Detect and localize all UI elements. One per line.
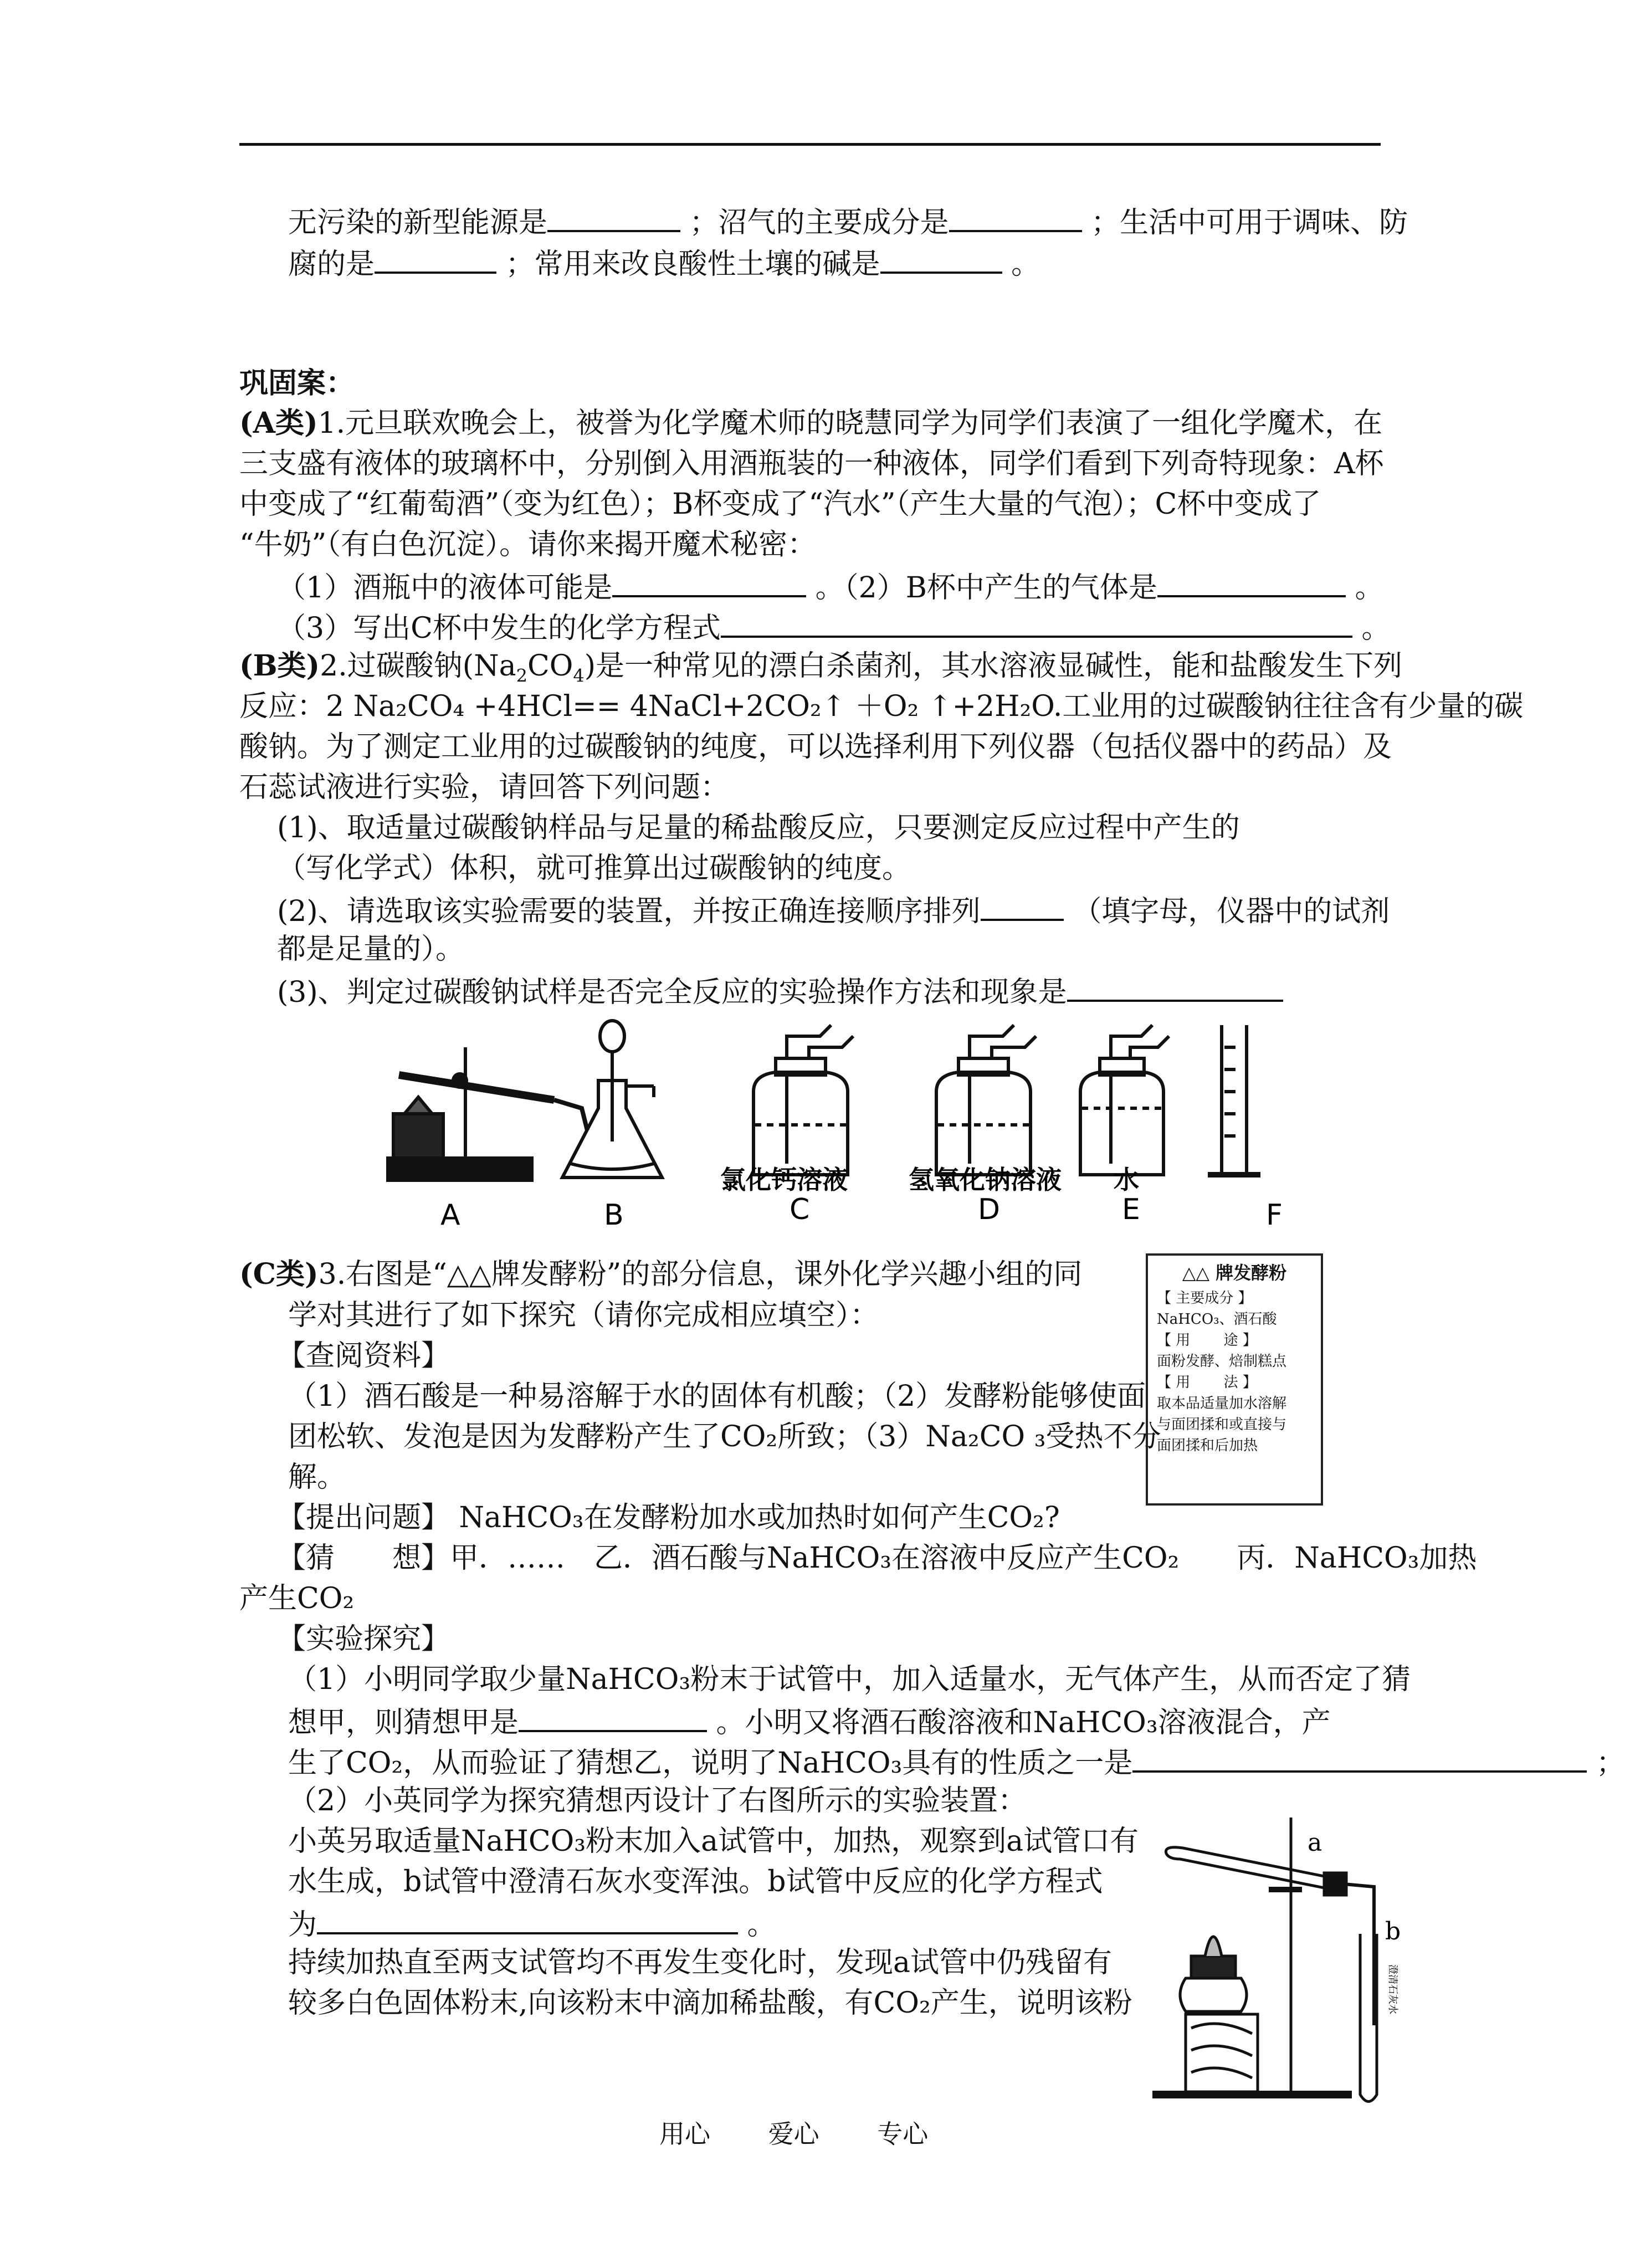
- qc-exp-8: 持续加热直至两支试管均不再发生变化时，发现a试管中仍残留有: [288, 1946, 1113, 1979]
- label-v1: NaHCO₃、酒石酸: [1157, 1311, 1277, 1328]
- apparatus-letter-f: F: [1266, 1199, 1283, 1232]
- apparatus-e-gas-bottle: [1080, 1025, 1169, 1175]
- qc-guess-2: 产生CO₂: [239, 1582, 355, 1615]
- qa-sub-3: （3）写出C杯中发生的化学方程式 。: [277, 608, 1390, 646]
- blank-equation-c[interactable]: [721, 608, 1352, 638]
- qc-exp-7: 为 。: [288, 1904, 776, 1943]
- liquid-label-d: 氢氧化钠溶液: [909, 1165, 1062, 1195]
- baking-powder-label: [1146, 1253, 1323, 1506]
- qa-sub-1: （1）酒瓶中的液体可能是 。（2）B杯中产生的气体是 。: [277, 567, 1383, 606]
- intro-line-1: 无污染的新型能源是 ；沼气的主要成分是 ；生活中可用于调味、防: [288, 202, 1408, 240]
- blank-guess-a[interactable]: [519, 1702, 707, 1732]
- blank-equation-b[interactable]: [317, 1904, 738, 1934]
- qc-exp-6: 水生成，b试管中澄清石灰水变浑浊。b试管中反应的化学方程式: [288, 1865, 1103, 1898]
- footer-1: 用心: [659, 2119, 710, 2149]
- qc-ref-3: 解。: [288, 1461, 346, 1494]
- qc-question: 【提出问题】 NaHCO₃在发酵粉加水或加热时如何产生CO₂?: [277, 1501, 1060, 1534]
- qb-part-1a: (1)、取适量过碳酸钠样品与足量的稀盐酸反应，只要测定反应过程中产生的: [277, 811, 1240, 844]
- label-h2: 【 用 途 】: [1157, 1332, 1257, 1349]
- footer-2: 爱心: [768, 2119, 819, 2149]
- qc-ref-2: 团松软、发泡是因为发酵粉产生了CO₂所致；（3）Na₂CO ₃受热不分: [288, 1420, 1161, 1453]
- apparatus-letter-d: D: [978, 1193, 1001, 1226]
- qc-exp-4: （2）小英同学为探究猜想丙设计了右图所示的实验装置：: [288, 1784, 1027, 1818]
- qc-guess-1: 【猜 想】甲．…… 乙．酒石酸与NaHCO₃在溶液中反应产生CO₂ 丙．NaHCO₃加热: [277, 1542, 1477, 1575]
- blank-liquid[interactable]: [612, 567, 806, 597]
- setup-label-b: b: [1385, 1917, 1401, 1946]
- apparatus-letter-b: B: [604, 1199, 624, 1232]
- apparatus-figure: [377, 1014, 1330, 1247]
- qb-part-2a: (2)、请选取该实验需要的装置，并按正确连接顺序排列 （填字母，仪器中的试剂: [277, 891, 1390, 929]
- qb-part-3: (3)、判定过碳酸钠试样是否完全反应的实验操作方法和现象是: [277, 972, 1283, 1010]
- apparatus-a-heating-setup: [388, 1047, 587, 1180]
- qc-exp-2: 想甲，则猜想甲是 。小明又将酒石酸溶液和NaHCO₃溶液混合，产: [288, 1702, 1331, 1740]
- label-title: △△ 牌发酵粉: [1182, 1262, 1287, 1283]
- qb-line-2: 反应：2 Na₂CO₄ +4HCl== 4NaCl+2CO₂↑ ＋O₂ ↑+2H₂O.工业用的过碳酸钠往往含有少量的碳: [239, 690, 1524, 723]
- section-title: 巩固案：: [239, 366, 355, 400]
- qc-exp-1: （1）小明同学取少量NaHCO₃粉末于试管中，加入适量水，无气体产生，从而否定了猜: [288, 1663, 1411, 1696]
- apparatus-f-graduated-cylinder: [1208, 1025, 1260, 1175]
- qa-line-1: (A类)1.元旦联欢晚会上，被誉为化学魔术师的晓慧同学为同学们表演了一组化学魔术，在: [239, 406, 1383, 440]
- apparatus-letter-a: A: [440, 1199, 460, 1232]
- blank-base[interactable]: [880, 244, 1002, 274]
- header-rule: [239, 143, 1381, 146]
- label-h1: 【 主要成分 】: [1157, 1290, 1253, 1307]
- label-v3b: 与面团揉和或直接与: [1157, 1416, 1287, 1433]
- qa-line-2: 三支盛有液体的玻璃杯中，分别倒入用酒瓶装的一种液体，同学们看到下列奇特现象：A杯: [239, 447, 1384, 480]
- intro-line-2: 腐的是 ；常用来改良酸性土壤的碱是 。: [288, 244, 1040, 282]
- blank-biogas[interactable]: [949, 202, 1082, 232]
- qb-part-2b: 都是足量的）。: [277, 933, 465, 966]
- qb-line-4: 石蕊试液进行实验，请回答下列问题：: [239, 771, 730, 804]
- footer-3: 专心: [877, 2119, 929, 2149]
- heating-setup-figure: [1141, 1806, 1452, 2117]
- apparatus-d-gas-bottle: [936, 1025, 1036, 1175]
- apparatus-b-flask-funnel: [562, 1021, 662, 1177]
- qc-line-2: 学对其进行了如下探究（请你完成相应填空）：: [288, 1299, 879, 1332]
- qb-part-1b: （写化学式）体积，就可推算出过碳酸钠的纯度。: [277, 852, 911, 885]
- qc-heading-2: 【实验探究】: [277, 1622, 450, 1656]
- liquid-label-e: 水: [1114, 1165, 1139, 1195]
- label-h3: 【 用 法 】: [1157, 1374, 1257, 1391]
- qc-heading-1: 【查阅资料】: [277, 1339, 450, 1373]
- qc-exp-3: 生了CO₂，从而验证了猜想乙，说明了NaHCO₃具有的性质之一是 ；: [288, 1743, 1625, 1781]
- setup-label-a: a: [1308, 1829, 1322, 1857]
- qc-exp-5: 小英另取适量NaHCO₃粉末加入a试管中，加热，观察到a试管口有: [288, 1825, 1139, 1858]
- qc-exp-9: 较多白色固体粉末,向该粉末中滴加稀盐酸，有CO₂产生，说明该粉: [288, 1987, 1132, 2020]
- apparatus-c-gas-bottle: [753, 1025, 853, 1175]
- qc-line-1: (C类)3.右图是“△△牌发酵粉”的部分信息，课外化学兴趣小组的同: [239, 1257, 1083, 1291]
- blank-seasoning[interactable]: [375, 244, 496, 274]
- blank-new-energy[interactable]: [547, 202, 680, 232]
- label-v2: 面粉发酵、焙制糕点: [1157, 1353, 1287, 1370]
- blank-gas[interactable]: [1157, 567, 1346, 597]
- label-v3a: 取本品适量加水溶解: [1157, 1395, 1287, 1412]
- qa-line-4: “牛奶”（有白色沉淀）。请你来揭开魔术秘密：: [239, 528, 817, 561]
- blank-order[interactable]: [981, 891, 1064, 921]
- apparatus-letter-c: C: [790, 1193, 810, 1226]
- qb-line-3: 酸钠。为了测定工业用的过碳酸钠的纯度，可以选择利用下列仪器（包括仪器中的药品）及: [239, 730, 1392, 764]
- blank-method[interactable]: [1067, 972, 1283, 1002]
- blank-property[interactable]: [1132, 1743, 1587, 1773]
- qc-ref-1: （1）酒石酸是一种易溶解于水的固体有机酸；（2）发酵粉能够使面: [288, 1380, 1146, 1413]
- footer: [659, 2114, 978, 2151]
- liquid-label-c: 氯化钙溶液: [720, 1165, 848, 1195]
- qa-line-3: 中变成了“红葡萄酒”（变为红色）；B杯变成了“汽水”（产生大量的气泡）；C杯中变成了: [239, 488, 1321, 521]
- qb-line-1: (B类)2.过碳酸钠$(Na_2CO_4)$是一种常见的漂白杀菌剂，其水溶液显碱性，能和盐酸发生下列: [239, 649, 1403, 687]
- apparatus-letter-e: E: [1122, 1193, 1140, 1226]
- setup-label-limewater: 澄清石灰水: [1387, 1964, 1398, 2014]
- label-v3c: 面团揉和后加热: [1157, 1437, 1258, 1454]
